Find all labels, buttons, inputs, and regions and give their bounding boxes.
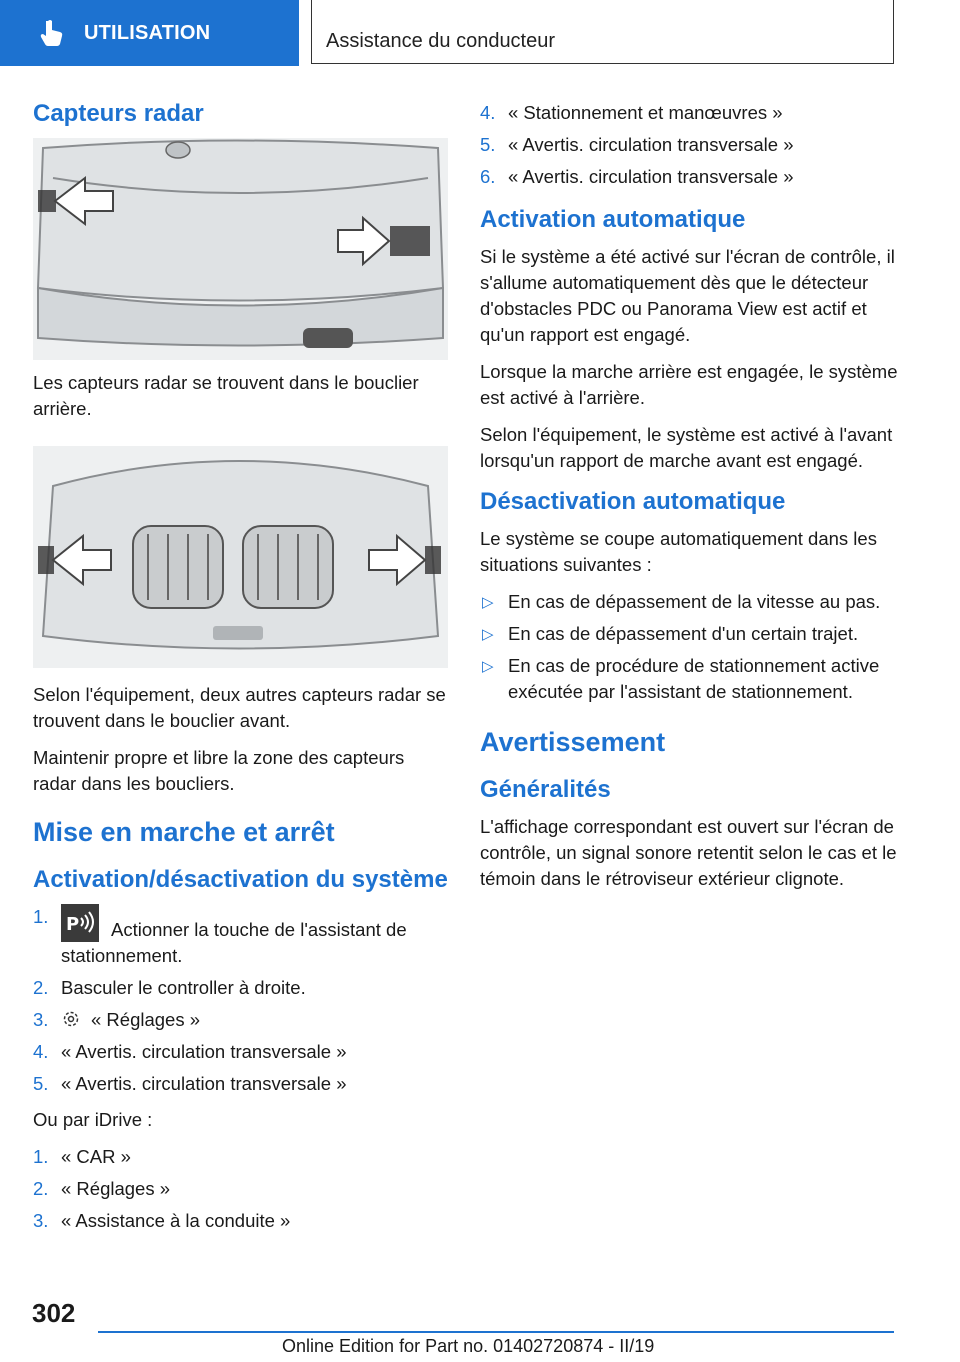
rear-bumper-figure (33, 138, 448, 360)
list-item: 4. « Avertis. circulation transversale » (33, 1041, 347, 1062)
header-tab[interactable] (0, 0, 299, 66)
triangle-bullet-icon: ▷ (482, 626, 494, 643)
list-item: ▷ En cas de procédure de stationnement active exécutée par l'assistant de stationnement. (482, 655, 880, 702)
heading-generalites: Généralités (480, 776, 611, 803)
paragraph: Si le système a été activé sur l'écran de contrôle, il s'allume automatiquement dès que le détecteur d'obstacles PDC ou Panorama View est actif et qu'un rapport est engagé. (480, 246, 895, 345)
list-item: 2. Basculer le controller à droite. (33, 977, 306, 998)
page-number: 302 (32, 1298, 76, 1328)
park-assist-button-icon (61, 904, 99, 942)
triangle-bullet-icon: ▷ (482, 594, 494, 611)
list-item: ▷ En cas de dépassement d'un certain trajet. (480, 621, 898, 647)
svg-text:P: P (66, 914, 80, 935)
paragraph: Maintenir propre et libre la zone des capteurs radar dans les boucliers. (33, 747, 405, 794)
paragraph: Le système se coupe automatiquement dans les situations suivantes : (480, 528, 877, 575)
hand-pointer-icon (36, 17, 68, 49)
paragraph: Ou par iDrive : (33, 1109, 153, 1130)
right-column (480, 100, 898, 903)
list-item: ▷ En cas de dépassement de la vitesse au pas. (480, 589, 898, 615)
idrive-steps-list (33, 1144, 448, 1234)
left-column (33, 100, 448, 1244)
list-item: 5. « Avertis. circulation transversale » (33, 1073, 347, 1094)
steps-list (33, 904, 448, 1097)
heading-activation: Activation/désactivation du système (33, 866, 448, 893)
heading-capteurs-radar: Capteurs radar (33, 100, 204, 127)
paragraph: Selon l'équipement, le système est activé à l'avant lorsqu'un rapport de marche avant est engagé. (480, 424, 893, 471)
heading-avertissement: Avertissement (480, 727, 666, 757)
list-item: 1. « CAR » (33, 1146, 131, 1167)
front-bumper-figure (33, 446, 448, 668)
list-item: 3. « Assistance à la conduite » (33, 1210, 291, 1231)
section-title: Assistance du conducteur (326, 30, 556, 52)
list-item: 1. P Actionner la touche de l'assistant de stationnement. (33, 906, 407, 966)
tab-label: UTILISATION (84, 21, 211, 44)
list-item: 5. « Avertis. circulation transversale » (480, 134, 794, 155)
paragraph: Lorsque la marche arrière est engagée, le système est activé à l'arrière. (480, 361, 898, 408)
heading-mise-en-marche: Mise en marche et arrêt (33, 817, 335, 847)
list-item: 4. « Stationnement et manœuvres » (480, 102, 783, 123)
paragraph: L'affichage correspondant est ouvert sur l'écran de contrôle, un signal sonore retentit selon le cas et le témoin dans le rétroviseur extérieur clignote. (480, 816, 897, 889)
list-item: 6. « Avertis. circulation transversale » (480, 166, 794, 187)
heading-desactivation-auto: Désactivation automatique (480, 488, 786, 515)
paragraph: Selon l'équipement, deux autres capteurs radar se trouvent dans le bouclier avant. (33, 684, 446, 731)
triangle-bullet-icon: ▷ (482, 658, 494, 675)
list-item: 2. « Réglages » (33, 1178, 171, 1199)
section-header (311, 0, 894, 64)
footer-edition: Online Edition for Part no. 01402720874 - II/19 (282, 1336, 655, 1356)
heading-activation-auto: Activation automatique (480, 206, 746, 233)
gear-icon (61, 1009, 81, 1029)
paragraph: Les capteurs radar se trouvent dans le bouclier arrière. (33, 372, 419, 419)
list-item: 3. « Réglages » (33, 1009, 201, 1030)
conditions-list (480, 589, 898, 705)
footer-divider (98, 1331, 894, 1333)
idrive-steps-continued (480, 100, 898, 190)
